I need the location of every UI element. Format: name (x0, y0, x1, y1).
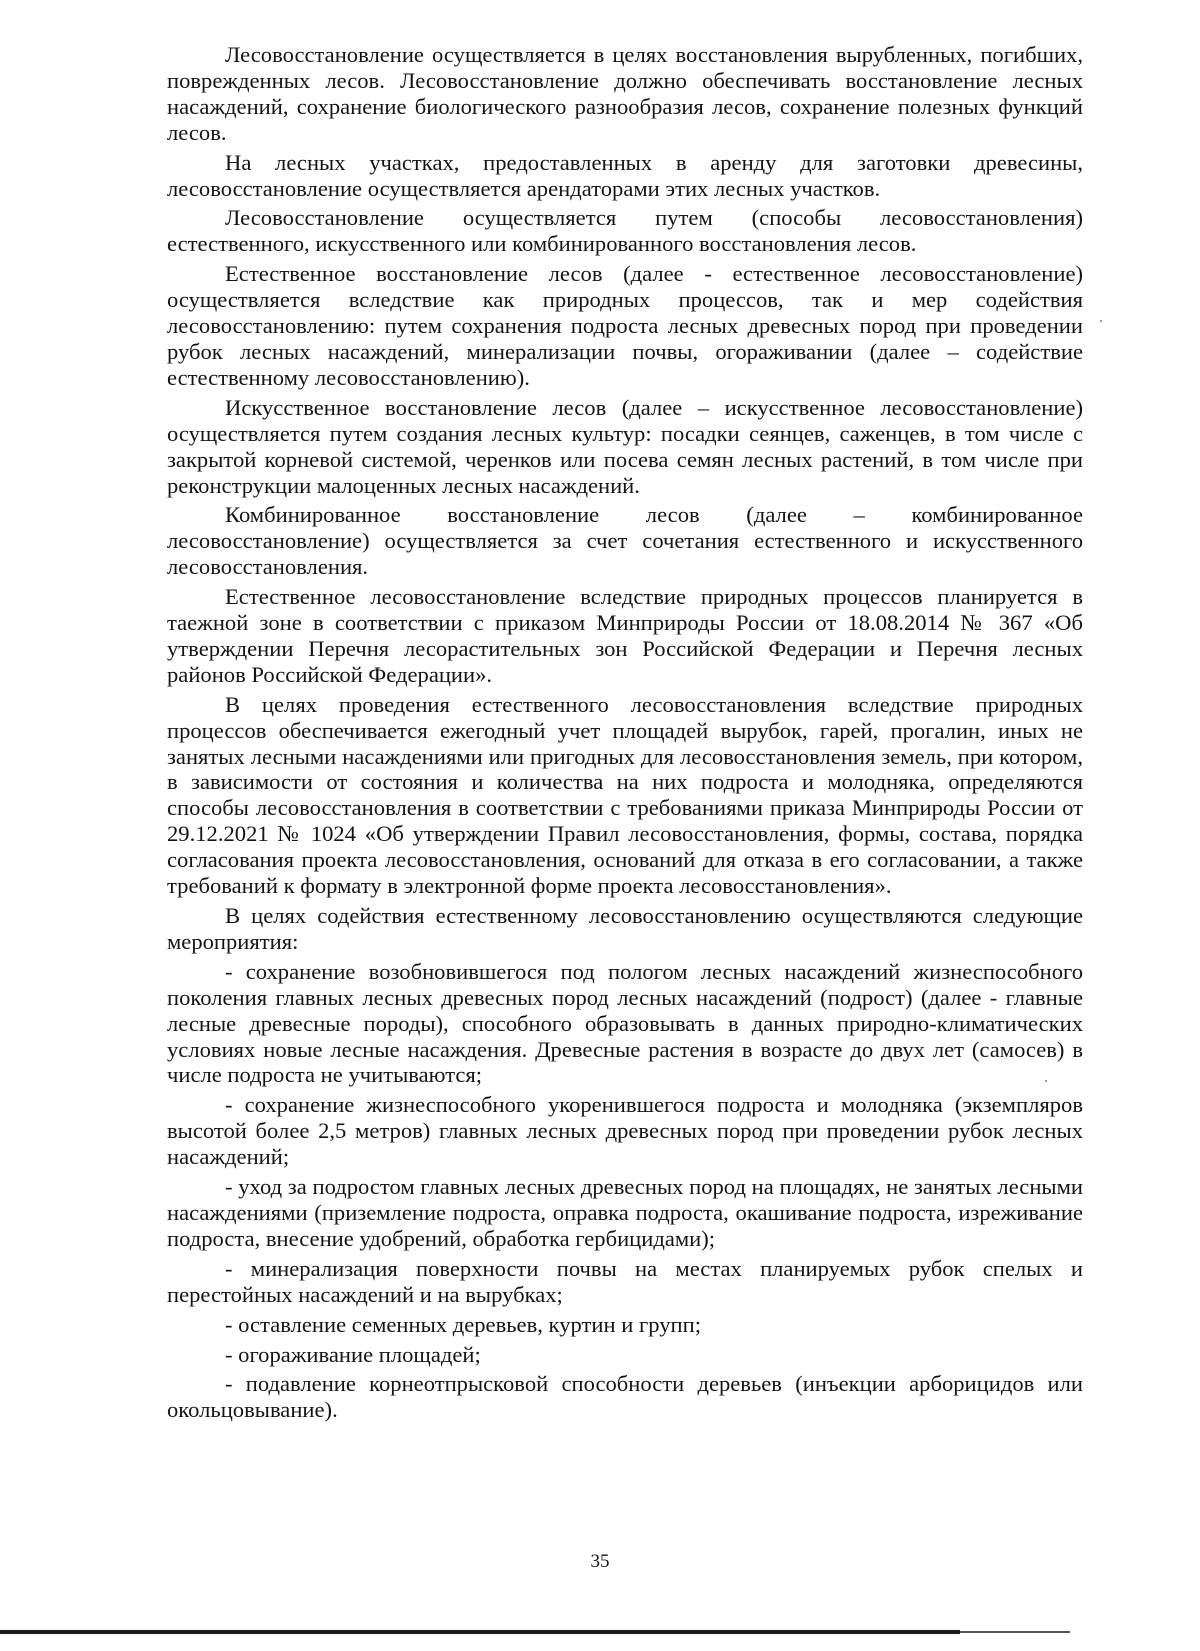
paragraph-annual-accounting: В целях проведения естественного лесовосстановления вследствие природных процессов обеспечивается ежегодный учет площадей вырубок, гарей, прогалин, иных не занятых лесными насаждениями или пригодных для лесовосстановления земель, при котором, в зависимости от состояния и количества на них подроста и молодняка, определяются способы лесовосстановления в соответствии с требованиями приказа Минприроды России от 29.12.2021 № 1024 «Об утверждении Правил лесовосстановления, формы, состава, порядка согласования проекта лесовосстановления, оснований для отказа в его согласовании, а также требований к формату в электронной форме проекта лесовосстановления». (167, 691, 1083, 899)
scan-edge-line-tail (960, 1631, 1070, 1633)
list-item: - огораживание площадей; (225, 1341, 481, 1367)
scan-edge-line (0, 1630, 960, 1634)
paragraph-natural-reforestation: Естественное восстановление лесов (далее - естественное лесовосстановление) осуществляется вследствие как природных процессов, так и мер содействия лесовосстановлению: путем сохранения подроста лесных древесных пород при проведении рубок лесных насаждений, минерализации почвы, огораживании (далее – содействие естественному лесовосстановлению). (167, 261, 1083, 390)
paragraph-taiga-zone: Естественное лесовосстановление вследствие природных процессов планируется в таежной зоне в соответствии с приказом Минприроды России от 18.08.2014 № 367 «Об утверждении Перечня лесорастительных зон Российской Федерации и Перечня лесных районов Российской Федерации». (167, 584, 1083, 687)
paragraph-reforestation-purpose: Лесовосстановление осуществляется в целях восстановления вырубленных, погибших, поврежденных лесов. Лесовосстановление должно обеспечивать восстановление лесных насаждений, сохранение биологического разнообразия лесов, сохранение полезных функций лесов. (167, 42, 1083, 145)
scan-speck (1045, 1080, 1047, 1082)
page-number: 35 (590, 1551, 610, 1572)
paragraph-measures-intro: В целях содействия естественному лесовосстановлению осуществляются следующие мероприятия: (167, 903, 1083, 954)
paragraph-reforestation-methods: Лесовосстановление осуществляется путем (способы лесовосстановления) естественного, искусственного или комбинированного восстановления лесов. (167, 205, 1083, 257)
list-item: - минерализация поверхности почвы на местах планируемых рубок спелых и перестойных насаждений и на вырубках; (167, 1255, 1083, 1307)
list-item: - подавление корнеотпрысковой способности деревьев (инъекции арборицидов или окольцовывание). (167, 1371, 1083, 1423)
document-body (167, 42, 1083, 1427)
paragraph-leased-plots: На лесных участках, предоставленных в аренду для заготовки древесины, лесовосстановление осуществляется арендаторами этих лесных участков. (167, 149, 1083, 201)
scan-speck (1100, 320, 1102, 322)
list-item: - сохранение жизнеспособного укоренившегося подроста и молодняка (экземпляров высотой более 2,5 метров) главных лесных древесных пород при проведении рубок лесных насаждений; (167, 1092, 1083, 1170)
list-item: - сохранение возобновившегося под пологом лесных насаждений жизнеспособного поколения главных лесных древесных пород лесных насаждений (подрост) (далее - главные лесные древесные породы), способного образовывать в данных природно-климатических условиях новые лесные насаждения. Древесные растения в возрасте до двух лет (самосев) в числе подроста не учитываются; (167, 958, 1083, 1088)
list-item: - оставление семенных деревьев, куртин и групп; (225, 1311, 701, 1337)
paragraph-combined-reforestation: Комбинированное восстановление лесов (далее – комбинированное лесовосстановление) осуществляется за счет сочетания естественного и искусственного лесовосстановления. (167, 502, 1083, 580)
list-item: - уход за подростом главных лесных древесных пород на площадях, не занятых лесными насаждениями (приземление подроста, оправка подроста, окашивание подроста, изреживание подроста, внесение удобрений, обработка гербицидами); (167, 1174, 1083, 1251)
paragraph-artificial-reforestation: Искусственное восстановление лесов (далее – искусственное лесовосстановление) осуществляется путем создания лесных культур: посадки сеянцев, саженцев, в том числе с закрытой корневой системой, черенков или посева семян лесных растений, в том числе при реконструкции малоценных лесных насаждений. (167, 394, 1083, 498)
